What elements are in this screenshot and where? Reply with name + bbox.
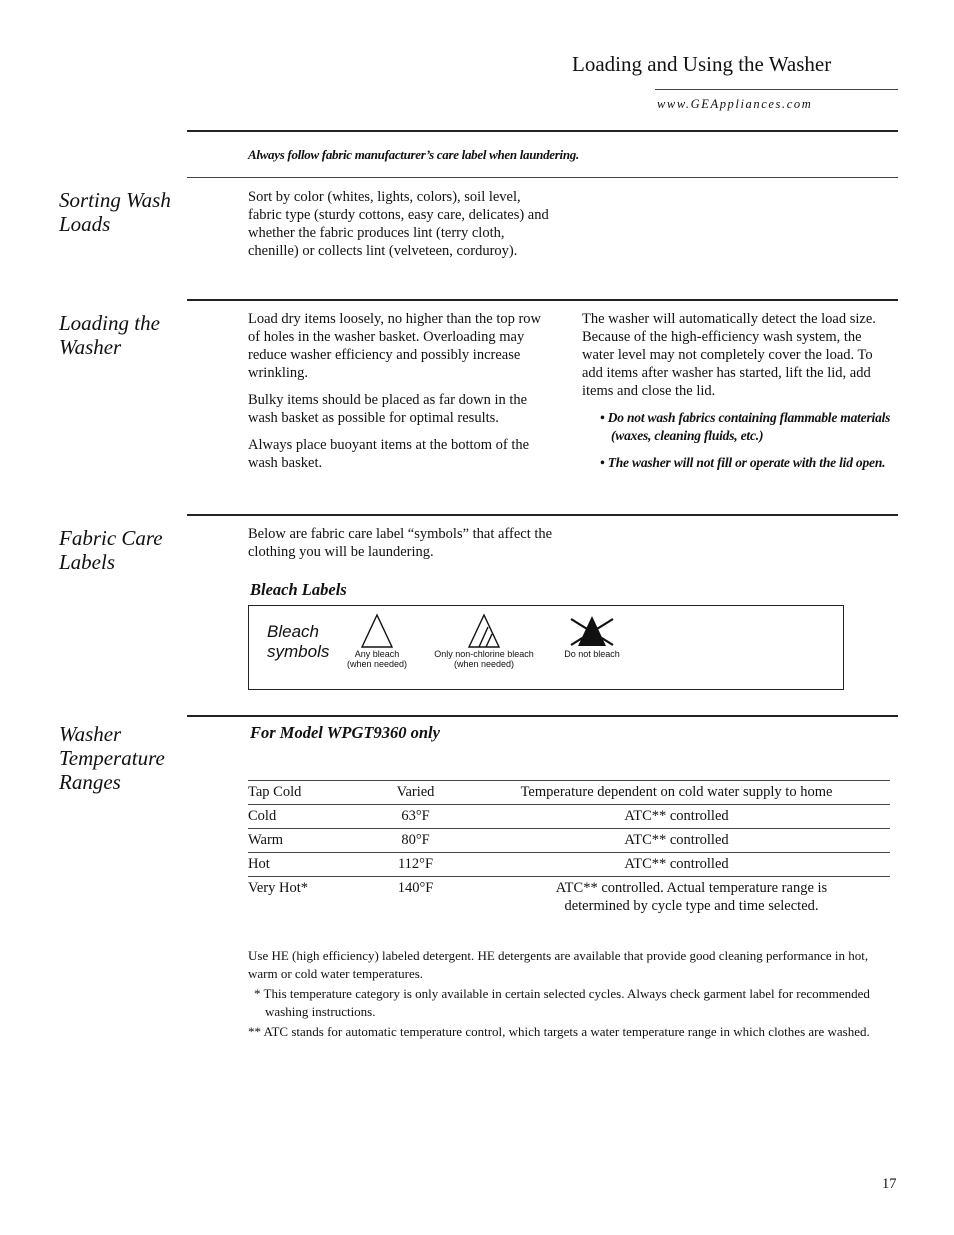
section-divider: [187, 715, 898, 717]
description-cell: ATC** controlled. Actual temperature range is determined by cycle type and time selected.: [463, 877, 890, 919]
table-row: [248, 781, 890, 805]
temp-cell: 112°F: [368, 853, 463, 877]
sorting-body: Sort by color (whites, lights, colors), soil level, fabric type (sturdy cottons, easy care, delicates) and whether the fabric produces lint (terry cloth, chenille) or collects lint (velveteen, corduroy).: [248, 189, 549, 259]
section-divider: [187, 299, 898, 301]
triangle-striped-icon: [467, 613, 501, 649]
section-divider: [187, 177, 898, 178]
symbol-caption: (when needed): [346, 659, 408, 669]
temperature-table: [248, 780, 890, 918]
page-header-title: Loading and Using the Washer: [572, 52, 832, 76]
loading-paragraph: Always place buoyant items at the bottom of the wash basket.: [248, 437, 530, 471]
website-url: www.GEAppliances.com: [657, 97, 813, 111]
section-divider: [187, 130, 898, 132]
non-chlorine-bleach-symbol: [429, 613, 539, 669]
temp-cell: Varied: [368, 781, 463, 805]
page-number: 17: [882, 1176, 897, 1192]
setting-cell: Cold: [248, 805, 368, 829]
symbol-caption: Only non-chlorine bleach: [434, 649, 534, 659]
warning-list: [600, 409, 894, 472]
triangle-icon: [360, 613, 394, 649]
footnote-star: * This temperature category is only available in certain selected cycles. Always check garment label for recommended washing instructions.: [254, 986, 870, 1019]
do-not-bleach-symbol: [555, 613, 629, 659]
temp-cell: 63°F: [368, 805, 463, 829]
footnote-double-star: ** ATC stands for automatic temperature control, which targets a water temperature range in which clothes are washed.: [248, 1024, 870, 1039]
warning-item: • Do not wash fabrics containing flammable materials (waxes, cleaning fluids, etc.): [600, 410, 891, 443]
temp-cell: 140°F: [368, 877, 463, 919]
table-row: [248, 853, 890, 877]
temp-cell: 80°F: [368, 829, 463, 853]
description-cell: ATC** controlled: [463, 853, 890, 877]
loading-paragraph: Bulky items should be placed as far down in the wash basket as possible for optimal results.: [248, 392, 528, 426]
description-cell: Temperature dependent on cold water supply to home: [463, 781, 890, 805]
table-row: [248, 805, 890, 829]
bleach-symbols-box: [248, 605, 844, 690]
setting-cell: Tap Cold: [248, 781, 368, 805]
setting-cell: Very Hot*: [248, 877, 368, 919]
table-row: [248, 829, 890, 853]
symbol-caption: (when needed): [453, 659, 515, 669]
loading-right-column: [582, 310, 894, 481]
crossed-triangle-icon: [567, 613, 617, 649]
loading-heading: Loading the Washer: [59, 311, 160, 359]
fabric-care-intro: Below are fabric care label “symbols” that affect the clothing you will be laundering.: [248, 526, 553, 560]
care-label-note: Always follow fabric manufacturer’s care label when laundering.: [248, 147, 579, 162]
sorting-heading: Sorting Wash Loads: [59, 188, 171, 236]
any-bleach-symbol: [341, 613, 413, 669]
description-cell: ATC** controlled: [463, 829, 890, 853]
symbol-caption: Any bleach: [354, 649, 400, 659]
symbol-caption: Do not bleach: [564, 649, 620, 659]
header-rule: [655, 89, 898, 90]
fabric-care-heading: Fabric Care Labels: [59, 526, 163, 574]
description-cell: ATC** controlled: [463, 805, 890, 829]
table-row: [248, 877, 890, 919]
section-divider: [187, 514, 898, 516]
auto-detect-paragraph: The washer will automatically detect the load size. Because of the high-efficiency wash system, the water level may not completely cover the load. To add items after washer has started, lift the lid, add items and close the lid.: [582, 311, 876, 399]
temperature-heading: Washer Temperature Ranges: [59, 722, 165, 794]
loading-paragraph: Load dry items loosely, no higher than the top row of holes in the washer basket. Overloading may reduce washer efficiency and possibly increase wrinkling.: [248, 311, 542, 381]
loading-left-column: [248, 310, 553, 481]
model-note: For Model WPGT9360 only: [250, 723, 440, 742]
bleach-labels-heading: Bleach Labels: [250, 580, 347, 599]
setting-cell: Hot: [248, 853, 368, 877]
warning-item: • The washer will not fill or operate with the lid open.: [600, 455, 886, 470]
bleach-symbols-label: Bleach symbols: [267, 622, 330, 661]
footnotes: [248, 947, 888, 1043]
detergent-note: Use HE (high efficiency) labeled detergent. HE detergents are available that provide good cleaning performance in hot, warm or cold water temperatures.: [248, 948, 869, 981]
setting-cell: Warm: [248, 829, 368, 853]
